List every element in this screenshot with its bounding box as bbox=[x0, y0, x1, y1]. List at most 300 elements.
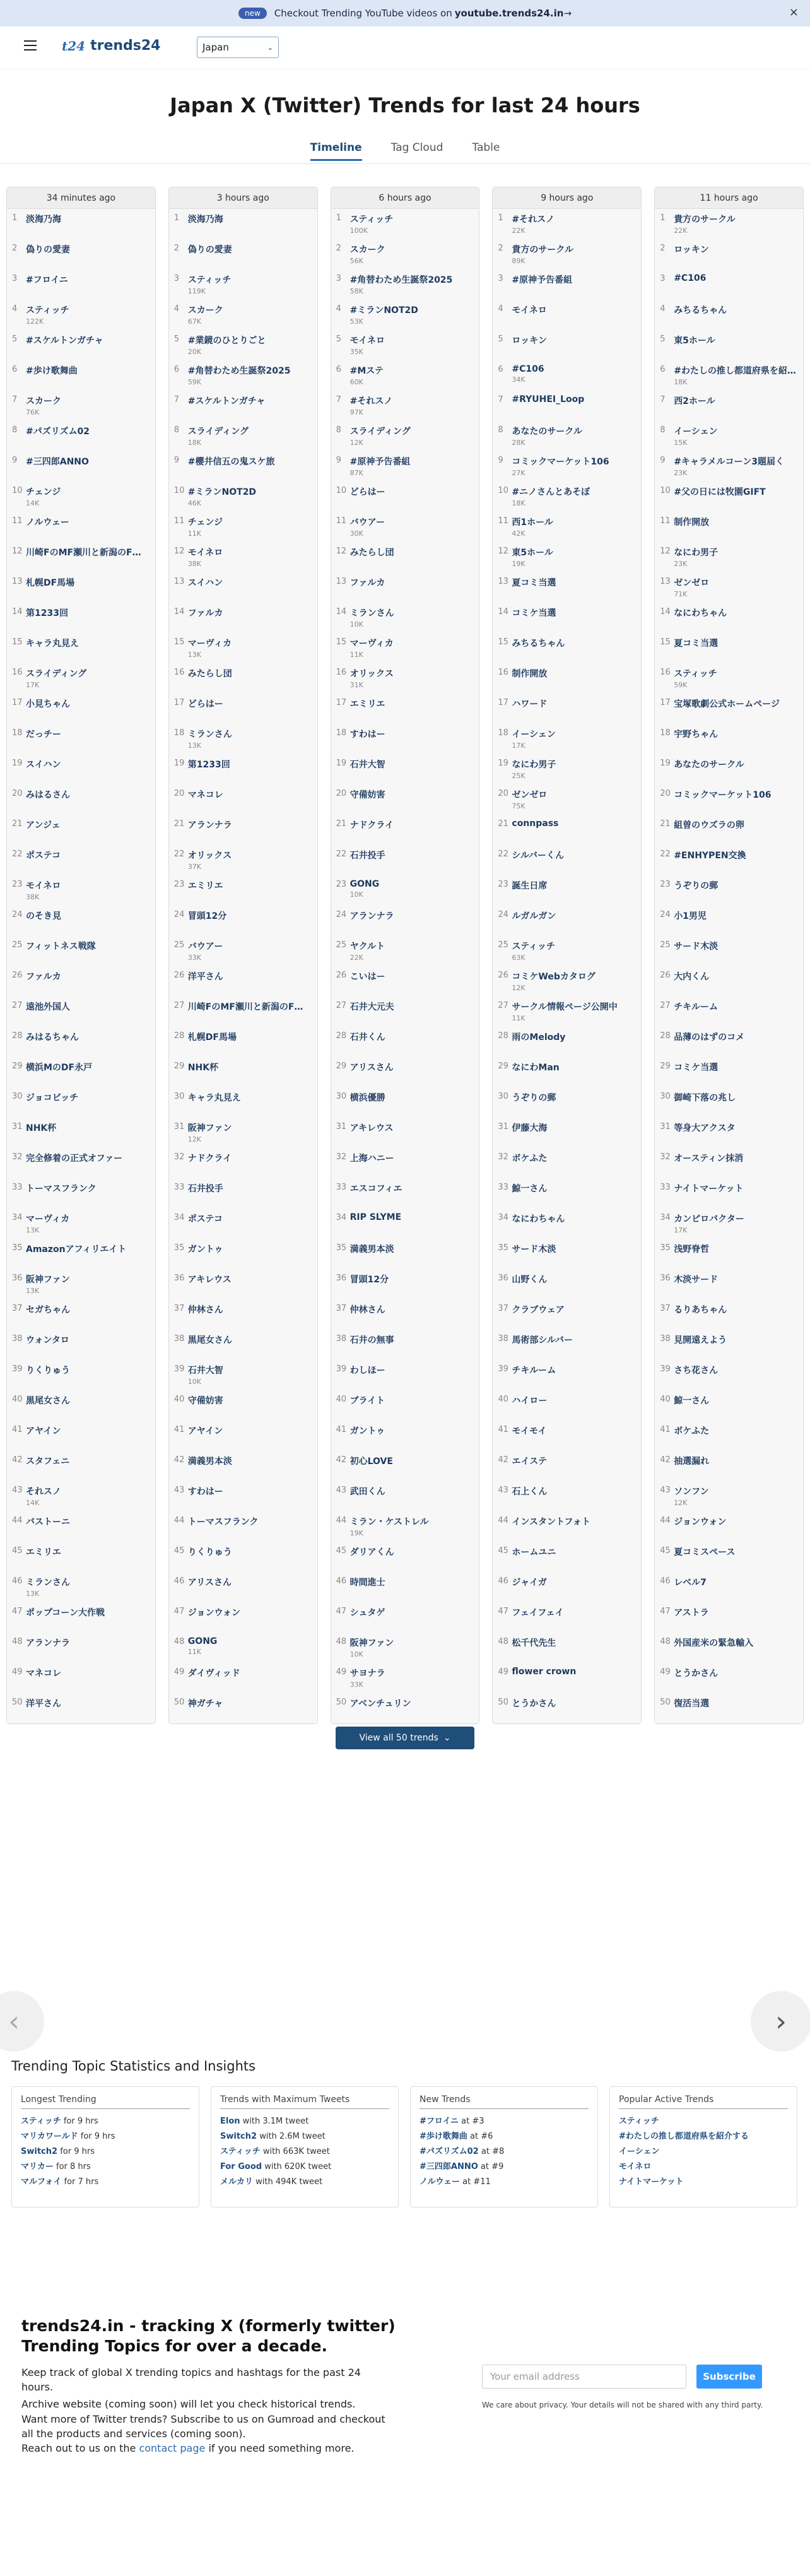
trend-name[interactable]: 松千代先生 bbox=[512, 1638, 556, 1648]
trend-name[interactable]: 石井大元夫 bbox=[349, 1002, 394, 1012]
trend-item[interactable] bbox=[493, 1572, 641, 1602]
trend-name[interactable]: スライディング bbox=[26, 669, 87, 679]
trend-item[interactable] bbox=[7, 239, 155, 269]
trend-name[interactable]: 神ガチャ bbox=[187, 1699, 223, 1709]
trend-item[interactable] bbox=[7, 1542, 155, 1572]
trend-name[interactable]: ガントゥ bbox=[187, 1244, 223, 1255]
trend-name[interactable]: 制作開放 bbox=[512, 669, 548, 679]
trend-name[interactable]: connpass bbox=[512, 818, 559, 829]
trend-name[interactable]: あなたのサークル bbox=[512, 427, 582, 437]
trend-item[interactable] bbox=[493, 784, 641, 815]
trend-item[interactable] bbox=[331, 906, 479, 936]
trend-name[interactable]: トーマスフランク bbox=[26, 1184, 97, 1194]
trend-name[interactable]: 石井くん bbox=[349, 1032, 385, 1043]
trend-item[interactable] bbox=[7, 1208, 155, 1239]
trend-item[interactable] bbox=[169, 239, 317, 269]
trend-item[interactable] bbox=[655, 1148, 803, 1178]
trend-item[interactable] bbox=[169, 1330, 317, 1360]
trend-name[interactable]: イーシェン bbox=[674, 427, 718, 437]
trend-item[interactable] bbox=[493, 1027, 641, 1057]
trend-item[interactable] bbox=[493, 1269, 641, 1299]
trend-name[interactable]: スカーク bbox=[349, 245, 385, 255]
trend-name[interactable]: ハワード bbox=[512, 699, 548, 709]
trend-name[interactable]: ポステコ bbox=[26, 851, 61, 861]
trend-item[interactable] bbox=[493, 482, 641, 512]
trend-name[interactable]: 大内くん bbox=[674, 972, 710, 982]
trend-item[interactable] bbox=[331, 1572, 479, 1602]
trend-name[interactable]: クラブウェア bbox=[512, 1305, 565, 1315]
trend-name[interactable]: サヨナラ bbox=[349, 1669, 385, 1679]
trend-name[interactable]: うぞりの郵 bbox=[512, 1093, 556, 1103]
trend-item[interactable] bbox=[331, 1451, 479, 1481]
trend-name[interactable]: 満義男本淡 bbox=[349, 1244, 394, 1255]
trend-name[interactable]: 守備妨害 bbox=[187, 1396, 223, 1406]
trend-item[interactable] bbox=[331, 1693, 479, 1723]
trend-item[interactable] bbox=[493, 724, 641, 754]
trend-name[interactable]: #ニノさんとあそぼ bbox=[512, 487, 590, 497]
trend-name[interactable]: ジョンウォン bbox=[187, 1608, 240, 1618]
trend-item[interactable] bbox=[655, 1451, 803, 1481]
trend-name[interactable]: なにわMan bbox=[512, 1063, 560, 1073]
trend-name[interactable]: スティッチ bbox=[26, 305, 69, 316]
trend-item[interactable] bbox=[169, 512, 317, 542]
trend-name[interactable]: さち花さん bbox=[674, 1366, 719, 1376]
trend-item[interactable] bbox=[655, 1027, 803, 1057]
trend-name[interactable]: ボケふた bbox=[512, 1154, 548, 1164]
trend-name[interactable]: チキルーム bbox=[674, 1002, 719, 1012]
trend-item[interactable] bbox=[169, 936, 317, 966]
trend-item[interactable] bbox=[7, 1299, 155, 1330]
trend-item[interactable] bbox=[7, 1572, 155, 1602]
trend-item[interactable] bbox=[7, 815, 155, 845]
trend-name[interactable]: スカーク bbox=[26, 396, 61, 406]
trend-item[interactable] bbox=[331, 1330, 479, 1360]
trend-name[interactable]: #角替わため生誕祭2025 bbox=[349, 275, 453, 285]
trend-name[interactable]: #C106 bbox=[674, 273, 707, 283]
trend-name[interactable]: イーシェン bbox=[512, 730, 556, 740]
trend-item[interactable] bbox=[331, 754, 479, 784]
trend-item[interactable] bbox=[169, 906, 317, 936]
trend-name[interactable]: ナドクライ bbox=[349, 820, 394, 830]
trend-item[interactable] bbox=[331, 784, 479, 815]
trend-name[interactable]: トーマスフランク bbox=[187, 1517, 259, 1527]
trend-name[interactable]: ボケふた bbox=[674, 1426, 710, 1436]
trend-name[interactable]: 横浜優勝 bbox=[349, 1093, 385, 1103]
stats-trend-link[interactable]: #歩け歌舞曲 bbox=[420, 2132, 467, 2141]
trend-name[interactable]: みはるちゃん bbox=[26, 1032, 79, 1043]
trend-name[interactable]: 洋平さん bbox=[187, 972, 223, 982]
trend-item[interactable] bbox=[493, 572, 641, 603]
trend-item[interactable] bbox=[655, 936, 803, 966]
trend-name[interactable]: マネコレ bbox=[187, 790, 223, 800]
trend-item[interactable] bbox=[7, 845, 155, 875]
trend-name[interactable]: ロッキン bbox=[512, 336, 547, 346]
trend-name[interactable]: ファルカ bbox=[187, 608, 223, 618]
trend-name[interactable]: スイハン bbox=[26, 760, 61, 770]
trend-item[interactable] bbox=[655, 239, 803, 269]
trend-item[interactable] bbox=[493, 1118, 641, 1148]
trend-item[interactable] bbox=[7, 754, 155, 784]
trend-item[interactable] bbox=[493, 1390, 641, 1421]
trend-name[interactable]: 偽りの愛妻 bbox=[187, 245, 232, 255]
trend-item[interactable] bbox=[655, 1511, 803, 1542]
trend-name[interactable]: あなたのサークル bbox=[674, 760, 744, 770]
trend-name[interactable]: 石上くん bbox=[512, 1487, 548, 1497]
trend-name[interactable]: アキレウス bbox=[187, 1275, 232, 1285]
trend-name[interactable]: アランナラ bbox=[26, 1638, 70, 1648]
stats-trend-link[interactable]: マリカワールド bbox=[21, 2132, 78, 2141]
trend-name[interactable]: みちるちゃん bbox=[512, 639, 565, 649]
trend-name[interactable]: 石井投手 bbox=[349, 851, 385, 861]
trend-item[interactable] bbox=[493, 1208, 641, 1239]
trend-item[interactable] bbox=[493, 269, 641, 300]
trend-item[interactable] bbox=[331, 1481, 479, 1511]
menu-icon[interactable] bbox=[24, 40, 37, 50]
trend-item[interactable] bbox=[169, 1118, 317, 1148]
trend-item[interactable] bbox=[169, 694, 317, 724]
trend-item[interactable] bbox=[655, 694, 803, 724]
trend-name[interactable]: シュタゲ bbox=[349, 1608, 385, 1618]
trend-item[interactable] bbox=[7, 996, 155, 1027]
trend-item[interactable] bbox=[169, 996, 317, 1027]
trend-item[interactable] bbox=[331, 1087, 479, 1118]
trend-item[interactable] bbox=[169, 451, 317, 482]
tab-tag-cloud[interactable]: Tag Cloud bbox=[390, 141, 443, 154]
trend-name[interactable]: 外国産米の緊急輸入 bbox=[674, 1638, 754, 1648]
trend-item[interactable] bbox=[7, 421, 155, 451]
trend-item[interactable] bbox=[169, 1542, 317, 1572]
trend-name[interactable]: flower crown bbox=[512, 1667, 577, 1677]
trend-name[interactable]: とうかさん bbox=[674, 1669, 719, 1679]
trend-item[interactable] bbox=[655, 1693, 803, 1723]
trend-item[interactable] bbox=[655, 1390, 803, 1421]
trend-name[interactable]: カンピロバクター bbox=[674, 1214, 744, 1224]
trend-name[interactable]: フィットネス戦隊 bbox=[26, 942, 96, 952]
trend-item[interactable] bbox=[331, 996, 479, 1027]
trend-item[interactable] bbox=[7, 542, 155, 572]
trend-item[interactable] bbox=[7, 784, 155, 815]
trend-item[interactable] bbox=[493, 1633, 641, 1663]
trend-item[interactable] bbox=[493, 966, 641, 996]
trend-name[interactable]: オリックス bbox=[187, 851, 232, 861]
trend-name[interactable]: 石井大智 bbox=[187, 1366, 223, 1376]
trend-item[interactable] bbox=[493, 391, 641, 421]
trend-item[interactable] bbox=[493, 1087, 641, 1118]
trend-name[interactable]: ナイトマーケット bbox=[674, 1184, 744, 1194]
trend-name[interactable]: ナドクライ bbox=[187, 1154, 232, 1164]
trend-item[interactable] bbox=[655, 572, 803, 603]
trend-name[interactable]: ポステコ bbox=[187, 1214, 223, 1224]
trend-name[interactable]: 仲林さん bbox=[187, 1305, 223, 1315]
trend-name[interactable]: 完全修着の正式オファー bbox=[26, 1154, 123, 1164]
trend-item[interactable] bbox=[655, 1118, 803, 1148]
trend-name[interactable]: GONG bbox=[349, 879, 380, 889]
trend-item[interactable] bbox=[7, 1148, 155, 1178]
trend-name[interactable]: セガちゃん bbox=[26, 1305, 70, 1315]
trend-item[interactable] bbox=[169, 1360, 317, 1390]
trend-item[interactable] bbox=[169, 1693, 317, 1723]
trend-name[interactable]: レベル7 bbox=[674, 1578, 707, 1588]
trend-item[interactable] bbox=[331, 360, 479, 391]
trend-name[interactable]: インスタントフォト bbox=[512, 1517, 590, 1527]
trend-name[interactable]: 冒頭12分 bbox=[349, 1275, 389, 1285]
trend-name[interactable]: アベンチュリン bbox=[349, 1699, 411, 1709]
trend-item[interactable] bbox=[331, 1057, 479, 1087]
trend-name[interactable]: うぞりの郵 bbox=[674, 881, 719, 891]
trend-item[interactable] bbox=[331, 1118, 479, 1148]
trend-item[interactable] bbox=[169, 1633, 317, 1663]
trend-name[interactable]: 仲林さん bbox=[349, 1305, 385, 1315]
trend-name[interactable]: 偽りの愛妻 bbox=[26, 245, 70, 255]
trend-item[interactable] bbox=[655, 512, 803, 542]
trend-item[interactable] bbox=[655, 1572, 803, 1602]
trend-name[interactable]: 鯨一さん bbox=[512, 1184, 548, 1194]
trend-name[interactable]: ゼンゼロ bbox=[674, 578, 710, 588]
trend-item[interactable] bbox=[655, 815, 803, 845]
trend-item[interactable] bbox=[7, 603, 155, 633]
trend-name[interactable]: なにわちゃん bbox=[674, 608, 727, 618]
trend-item[interactable] bbox=[169, 1027, 317, 1057]
trend-item[interactable] bbox=[655, 1269, 803, 1299]
trend-name[interactable]: RIP SLYME bbox=[349, 1212, 402, 1222]
trend-item[interactable] bbox=[331, 1663, 479, 1693]
trend-item[interactable] bbox=[655, 875, 803, 906]
trend-item[interactable] bbox=[331, 1299, 479, 1330]
trend-name[interactable]: サード木淡 bbox=[674, 942, 719, 952]
trend-name[interactable]: 横浜MのDF永戸 bbox=[26, 1063, 93, 1073]
trend-name[interactable]: バストーニ bbox=[26, 1517, 70, 1527]
trend-item[interactable] bbox=[493, 421, 641, 451]
trend-item[interactable] bbox=[331, 572, 479, 603]
trend-name[interactable]: アランナラ bbox=[349, 911, 394, 921]
trend-item[interactable] bbox=[331, 694, 479, 724]
trend-name[interactable]: 札幌DF馬場 bbox=[26, 578, 75, 588]
trend-item[interactable] bbox=[169, 1057, 317, 1087]
trend-name[interactable]: シルバーくん bbox=[512, 851, 565, 861]
trend-name[interactable]: 阪神ファン bbox=[26, 1275, 70, 1285]
trend-item[interactable] bbox=[655, 1633, 803, 1663]
trend-item[interactable] bbox=[7, 1481, 155, 1511]
trend-name[interactable]: Amazonアフィリエイト bbox=[26, 1244, 127, 1255]
trend-item[interactable] bbox=[7, 633, 155, 663]
trend-item[interactable] bbox=[331, 239, 479, 269]
trend-name[interactable]: コミケWebカタログ bbox=[512, 972, 596, 982]
trend-name[interactable]: コミックマーケット106 bbox=[674, 790, 772, 800]
trend-name[interactable]: 夏コミ当選 bbox=[512, 578, 556, 588]
trend-item[interactable] bbox=[493, 209, 641, 239]
stats-trend-link[interactable]: Elon bbox=[220, 2117, 240, 2126]
trend-name[interactable]: エミリエ bbox=[26, 1547, 61, 1557]
stats-trend-link[interactable]: Switch2 bbox=[220, 2132, 257, 2141]
trend-item[interactable] bbox=[169, 482, 317, 512]
trend-name[interactable]: 夏コミスペース bbox=[674, 1547, 736, 1557]
trend-name[interactable]: ハイロー bbox=[512, 1396, 548, 1406]
trend-name[interactable]: 時間進士 bbox=[349, 1578, 385, 1588]
trend-name[interactable]: #それスノ bbox=[512, 215, 555, 225]
trend-name[interactable]: 誕生日席 bbox=[512, 881, 548, 891]
trend-name[interactable]: #櫻井信五の鬼スケ旅 bbox=[187, 457, 275, 467]
trend-item[interactable] bbox=[169, 754, 317, 784]
trend-name[interactable]: コミケ当選 bbox=[674, 1063, 719, 1073]
trend-name[interactable]: ファルカ bbox=[349, 578, 385, 588]
trend-item[interactable] bbox=[7, 512, 155, 542]
trend-item[interactable] bbox=[655, 1299, 803, 1330]
trend-name[interactable]: だっチー bbox=[26, 730, 61, 740]
trend-item[interactable] bbox=[7, 1118, 155, 1148]
stats-trend-link[interactable]: #フロイニ bbox=[420, 2117, 459, 2126]
trend-item[interactable] bbox=[169, 1299, 317, 1330]
trend-name[interactable]: チキルーム bbox=[512, 1366, 556, 1376]
trend-name[interactable]: #業鏡のひとりごと bbox=[187, 336, 266, 346]
trend-name[interactable]: 石井の無事 bbox=[349, 1335, 394, 1345]
trend-item[interactable] bbox=[655, 603, 803, 633]
trend-name[interactable]: スカーク bbox=[187, 305, 223, 316]
trend-item[interactable] bbox=[169, 966, 317, 996]
trend-name[interactable]: 札幌DF馬場 bbox=[187, 1032, 237, 1043]
trend-item[interactable] bbox=[493, 1057, 641, 1087]
stats-trend-link[interactable]: スティッチ bbox=[619, 2117, 659, 2126]
stats-trend-link[interactable]: スティッチ bbox=[21, 2117, 61, 2126]
stats-trend-link[interactable]: モイネロ bbox=[619, 2162, 652, 2171]
trend-name[interactable]: #原神予告番組 bbox=[349, 457, 411, 467]
tab-table[interactable]: Table bbox=[472, 141, 500, 154]
trend-name[interactable]: 武田くん bbox=[349, 1487, 385, 1497]
trend-name[interactable]: 制作開放 bbox=[674, 517, 710, 528]
trend-item[interactable] bbox=[493, 906, 641, 936]
trend-item[interactable] bbox=[655, 845, 803, 875]
trend-name[interactable]: 組曽のウズラの卵 bbox=[674, 820, 744, 830]
trend-name[interactable]: NHK杯 bbox=[26, 1123, 57, 1133]
trend-item[interactable] bbox=[7, 906, 155, 936]
trend-item[interactable] bbox=[331, 300, 479, 330]
trend-item[interactable] bbox=[655, 421, 803, 451]
trend-item[interactable] bbox=[169, 633, 317, 663]
trend-item[interactable] bbox=[655, 996, 803, 1027]
trend-name[interactable]: ゼンゼロ bbox=[512, 790, 548, 800]
trend-item[interactable] bbox=[7, 1239, 155, 1269]
trend-name[interactable]: ジョコビッチ bbox=[26, 1093, 79, 1103]
carousel-prev-button[interactable] bbox=[0, 1991, 44, 2052]
trend-name[interactable]: アキレウス bbox=[349, 1123, 394, 1133]
trend-name[interactable]: ソンフン bbox=[674, 1487, 709, 1497]
trend-name[interactable]: マネコレ bbox=[26, 1669, 61, 1679]
trend-name[interactable]: どらはー bbox=[187, 699, 223, 709]
email-input[interactable]: Your email address bbox=[482, 2365, 686, 2389]
trend-item[interactable] bbox=[493, 633, 641, 663]
trend-item[interactable] bbox=[493, 1178, 641, 1208]
contact-link[interactable]: contact page bbox=[139, 2442, 206, 2454]
trend-name[interactable]: キャラ丸見え bbox=[26, 639, 79, 649]
trend-item[interactable] bbox=[655, 1057, 803, 1087]
trend-name[interactable]: オリックス bbox=[349, 669, 394, 679]
trend-item[interactable] bbox=[331, 633, 479, 663]
trend-item[interactable] bbox=[655, 1663, 803, 1693]
trend-item[interactable] bbox=[169, 815, 317, 845]
trend-name[interactable]: ヤクルト bbox=[349, 942, 385, 952]
trend-item[interactable] bbox=[7, 1027, 155, 1057]
trend-item[interactable] bbox=[493, 1542, 641, 1572]
trend-item[interactable] bbox=[7, 391, 155, 421]
trend-name[interactable]: ファルカ bbox=[26, 972, 61, 982]
trend-name[interactable]: 黒尾女さん bbox=[187, 1335, 232, 1345]
stats-trend-link[interactable]: ナイトマーケット bbox=[619, 2177, 684, 2187]
trend-name[interactable]: #C106 bbox=[512, 364, 544, 374]
trend-item[interactable] bbox=[493, 1602, 641, 1633]
trend-item[interactable] bbox=[493, 330, 641, 360]
trend-item[interactable] bbox=[655, 1602, 803, 1633]
trend-name[interactable]: みたらし団 bbox=[349, 548, 394, 558]
trend-name[interactable]: 川崎FのMF瀬川と新潟のF… bbox=[187, 1002, 303, 1012]
trend-item[interactable] bbox=[7, 1178, 155, 1208]
trend-item[interactable] bbox=[655, 966, 803, 996]
trend-item[interactable] bbox=[331, 1239, 479, 1269]
trend-name[interactable]: オースティン抹消 bbox=[674, 1154, 744, 1164]
trend-item[interactable] bbox=[493, 1299, 641, 1330]
trend-name[interactable]: #わたしの推し都道府県を紹… bbox=[674, 366, 796, 376]
stats-trend-link[interactable]: Switch2 bbox=[21, 2147, 58, 2156]
trend-item[interactable] bbox=[655, 1360, 803, 1390]
trend-item[interactable] bbox=[7, 360, 155, 391]
trend-name[interactable]: 雨のMelody bbox=[512, 1032, 566, 1043]
trend-item[interactable] bbox=[493, 1330, 641, 1360]
trend-item[interactable] bbox=[493, 1663, 641, 1693]
trend-name[interactable]: 洋平さん bbox=[26, 1699, 61, 1709]
trend-item[interactable] bbox=[493, 1148, 641, 1178]
trend-name[interactable]: ミランさん bbox=[187, 730, 232, 740]
trend-name[interactable]: スティッチ bbox=[674, 669, 717, 679]
trend-name[interactable]: コミケ当選 bbox=[512, 608, 556, 618]
trend-item[interactable] bbox=[7, 1663, 155, 1693]
trend-name[interactable]: #スケルトンガチャ bbox=[187, 396, 266, 406]
trend-name[interactable]: サード木淡 bbox=[512, 1244, 556, 1255]
trend-item[interactable] bbox=[7, 209, 155, 239]
trend-item[interactable] bbox=[7, 966, 155, 996]
trend-item[interactable] bbox=[169, 1087, 317, 1118]
trend-item[interactable] bbox=[331, 1542, 479, 1572]
trend-item[interactable] bbox=[7, 1451, 155, 1481]
stats-trend-link[interactable]: メルカリ bbox=[220, 2177, 254, 2187]
stats-trend-link[interactable]: スティッチ bbox=[220, 2147, 261, 2156]
trend-item[interactable] bbox=[493, 875, 641, 906]
trend-name[interactable]: それスノ bbox=[26, 1487, 61, 1497]
trend-name[interactable]: ロッキン bbox=[674, 245, 709, 255]
trend-item[interactable] bbox=[655, 663, 803, 694]
trend-name[interactable]: 石井投手 bbox=[187, 1184, 223, 1194]
trend-item[interactable] bbox=[7, 1360, 155, 1390]
trend-item[interactable] bbox=[7, 451, 155, 482]
trend-item[interactable] bbox=[7, 875, 155, 906]
trend-item[interactable] bbox=[493, 451, 641, 482]
trend-item[interactable] bbox=[493, 1360, 641, 1390]
trend-name[interactable]: モイネロ bbox=[26, 881, 61, 891]
trend-item[interactable] bbox=[655, 633, 803, 663]
trend-item[interactable] bbox=[169, 391, 317, 421]
trend-name[interactable]: こいはー bbox=[349, 972, 385, 982]
trend-name[interactable]: 小見ちゃん bbox=[26, 699, 70, 709]
trend-name[interactable]: 鯨一さん bbox=[674, 1396, 710, 1406]
trend-name[interactable]: ホームユニ bbox=[512, 1547, 556, 1557]
trend-name[interactable]: #Mステ bbox=[349, 366, 384, 376]
trend-item[interactable] bbox=[169, 1511, 317, 1542]
trend-item[interactable] bbox=[7, 1330, 155, 1360]
trend-name[interactable]: ダリアくん bbox=[349, 1547, 394, 1557]
trend-name[interactable]: るりあちゃん bbox=[674, 1305, 727, 1315]
trend-name[interactable]: どらはー bbox=[349, 487, 385, 497]
country-select[interactable] bbox=[197, 37, 279, 58]
trend-item[interactable] bbox=[331, 1027, 479, 1057]
trend-item[interactable] bbox=[655, 391, 803, 421]
trend-item[interactable] bbox=[655, 1481, 803, 1511]
